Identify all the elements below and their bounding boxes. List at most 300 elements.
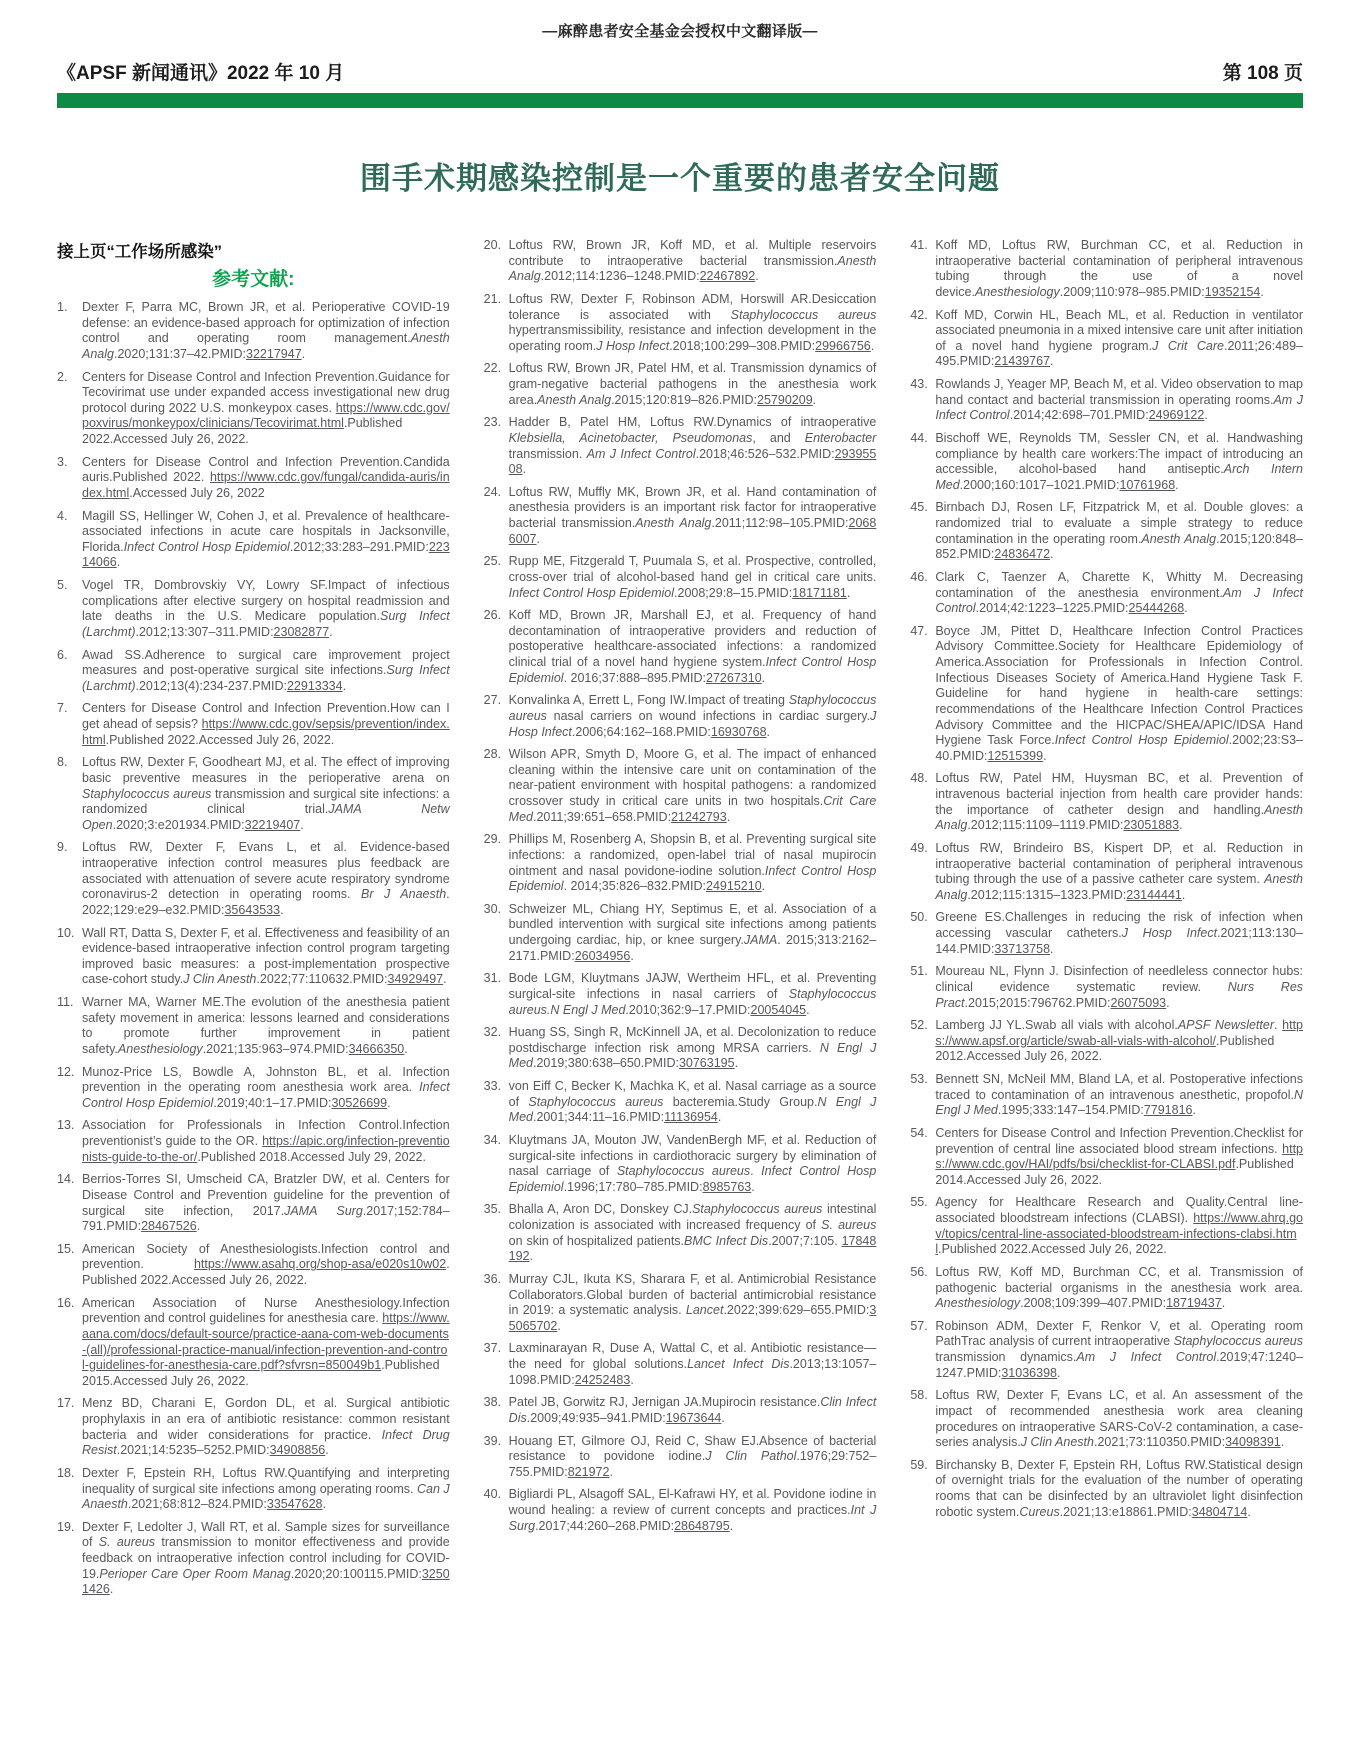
reference-number: 35. — [483, 1202, 502, 1217]
reference-item — [910, 1458, 1303, 1521]
reference-link[interactable]: https://www.cdc.gov/sepsis/prevention/index.html — [82, 717, 450, 747]
journal-name: Infect Control Hosp Epidemiol — [508, 1164, 877, 1194]
reference-text: Magill SS, Hellinger W, Cohen J, et al. Prevalence of healthcare-associated infections in acute care hospitals in Jacksonville, Florida.Infect Control Hosp Epidemiol.2012;33:283–291.PMID:22314066. — [82, 508, 450, 570]
reference-number: 19. — [57, 1519, 75, 1534]
reference-item — [57, 1296, 450, 1390]
journal-name: Anesthesiology — [974, 284, 1060, 299]
journal-name: Am J Infect Control — [586, 446, 696, 461]
reference-link[interactable]: https://www.apsf.org/article/swab-all-vials-with-alcohol/ — [935, 1018, 1303, 1048]
reference-text: Laxminarayan R, Duse A, Wattal C, et al. Antibiotic resistance—the need for global solutions.Lancet Infect Dis.2013;13:1057–1098.PMID:24252483. — [508, 1341, 877, 1387]
reference-item — [910, 771, 1303, 834]
reference-text: Vogel TR, Dombrovskiy VY, Lowry SF.Impact of infectious complications after elective surgery on hospital readmission and late deaths in the U.S. Medicare population.Surg Infect (Larchmt).2012;13:307–311.PMID:23082877. — [82, 578, 450, 639]
reference-link[interactable]: 10761968 — [1119, 477, 1176, 492]
reference-number: 2. — [57, 369, 68, 384]
reference-link[interactable]: 11136954 — [664, 1110, 718, 1125]
reference-text: Association for Professionals in Infection Control.Infection preventionist’s guide to the OR. https://apic.org/infection-preventionists-guide-to-the-or/.Published 2018.Accessed July 29, 2022. — [82, 1118, 450, 1164]
reference-text: Bhalla A, Aron DC, Donskey CJ.Staphylococcus aureus intestinal colonization is associated with increased frequency of S. aureus on skin of hospitalized patients.BMC Infect Dis.2007;7:105. 17848192. — [508, 1202, 877, 1264]
reference-text: Moureau NL, Flynn J. Disinfection of needleless connector hubs: clinical evidence systematic review. Nurs Res Pract.2015;2015:796762.PMID:26075093. — [935, 964, 1304, 1010]
divider-bar — [57, 93, 1303, 108]
reference-link[interactable]: 26075093 — [1110, 995, 1167, 1010]
reference-link[interactable]: 28648795 — [674, 1518, 730, 1533]
reference-number: 34. — [483, 1132, 502, 1147]
reference-number: 44. — [910, 430, 928, 445]
reference-text: Centers for Disease Control and Infection Prevention.How can I get ahead of sepsis? https://www.cdc.gov/sepsis/prevention/index.html.Published 2022.Accessed July 26, 2022. — [82, 701, 450, 747]
reference-number: 42. — [910, 307, 928, 322]
journal-name: Anesth Analg — [82, 331, 450, 361]
journal-name: Staphylococcus aureus — [692, 1202, 823, 1217]
reference-item — [484, 238, 877, 285]
reference-number: 8. — [57, 755, 68, 770]
reference-text: Phillips M, Rosenberg A, Shopsin B, et al. Preventing surgical site infections: a randomized, open-label trial of nasal mupirocin ointment and nasal povidone-iodine solution.Infect Control Hosp Epidemiol. 2014;35:826–832.PMID:24915210. — [508, 832, 877, 894]
reference-item — [57, 926, 450, 989]
journal-name: Anesth Analg — [935, 802, 1304, 833]
reference-number: 23. — [483, 415, 502, 430]
reference-item — [484, 1272, 877, 1335]
continued-from-note: 接上页“工作场所感染” — [57, 243, 222, 261]
reference-number: 30. — [483, 901, 502, 916]
reference-text: Kluytmans JA, Mouton JW, VandenBergh MF, et al. Reduction of surgical-site infections in cardiothoracic surgery by elimination of nasal carriage of Staphylococcus aureus. Infect Control Hosp Epidemiol.1996;17:780–785.PMID:8985763. — [508, 1132, 877, 1194]
reference-item — [57, 1118, 450, 1165]
reference-text: Loftus RW, Dexter F, Evans LC, et al. An assessment of the impact of recommended anesthesia work area cleaning procedures on intraoperative SARS-CoV-2 contamination, a case-series analysis.J Clin Anesth.2021;73:110350.PMID:34098391. — [935, 1388, 1304, 1450]
reference-text: Munoz-Price LS, Bowdle A, Johnston BL, et al. Infection prevention in the operating room anesthesia work area. Infect Control Hosp Epidemiol.2019;40:1–17.PMID:30526699. — [82, 1064, 450, 1110]
reference-number: 38. — [483, 1395, 502, 1410]
newsletter-issue: 《APSF 新闻通讯》2022 年 10 月 — [57, 63, 345, 84]
reference-number: 26. — [483, 608, 502, 623]
reference-link[interactable]: 27267310 — [706, 670, 762, 685]
journal-name: Staphylococcus aureus — [730, 307, 877, 322]
reference-item — [484, 361, 877, 408]
reference-link[interactable]: 33547628 — [266, 1497, 323, 1512]
reference-link[interactable]: https://www.ahrq.gov/topics/central-line-associated-bloodstream-infections-clabsi.html — [935, 1211, 1304, 1257]
reference-item — [484, 971, 877, 1018]
reference-text: Loftus RW, Dexter F, Robinson ADM, Horswill AR.Desiccation tolerance is associated with Staphylococcus aureus hypertransmissibility, resistance and infection development in the operating room.J Hosp Infect.2018;100:299–308.PMID:29966756. — [508, 291, 877, 353]
journal-name: N Engl J Med — [508, 1040, 877, 1071]
journal-name: Anesth Analg — [1141, 531, 1217, 546]
journal-name: Perioper Care Oper Room Manag — [99, 1566, 291, 1581]
journal-name: Anesthesiology — [935, 1296, 1021, 1311]
journal-name: Klebsiella, Acinetobacter, Pseudomonas — [508, 430, 753, 445]
reference-number: 58. — [910, 1388, 928, 1403]
journal-name: Infect Control Hosp Epidemiol — [1054, 733, 1229, 748]
reference-link[interactable]: 30526699 — [331, 1095, 388, 1110]
journal-name: Clin Infect Dis — [508, 1395, 877, 1425]
reference-number: 40. — [483, 1487, 502, 1502]
journal-name: Am J Infect Control — [1076, 1350, 1217, 1364]
reference-item — [910, 624, 1303, 765]
journal-name: S. aureus — [98, 1535, 156, 1550]
journal-name: Cureus — [1019, 1504, 1060, 1519]
reference-number: 3. — [57, 454, 68, 469]
reference-text: Awad SS.Adherence to surgical care improvement project measures and post-operative surgical site infections.Surg Infect (Larchmt).2012;13(4):234-237.PMID:22913334. — [82, 647, 450, 693]
reference-link[interactable]: https://www.cdc.gov/fungal/candida-auris/index.html — [82, 470, 450, 500]
reference-text: Loftus RW, Brown JR, Patel HM, et al. Transmission dynamics of gram-negative bacterial pathogens in the anesthesia work area.Anesth Analg.2015;120:819–826.PMID:25790209. — [508, 361, 877, 407]
reference-link[interactable]: 34908856 — [269, 1443, 326, 1458]
journal-name: JAMA Surg — [284, 1203, 363, 1218]
reference-text: Robinson ADM, Dexter F, Renkor V, et al. Operating room PathTrac analysis of current intraoperative Staphylococcus aureus transmission dynamics.Am J Infect Control.2019;47:1240–1247.PMID:31036398. — [935, 1318, 1304, 1380]
reference-item — [57, 840, 450, 918]
reference-link[interactable]: 8985763 — [702, 1179, 752, 1194]
reference-link[interactable]: 24252483 — [574, 1372, 631, 1387]
journal-name: S. aureus — [821, 1218, 877, 1232]
reference-link[interactable]: 31036398 — [1001, 1365, 1057, 1380]
reference-link[interactable]: 29395508 — [508, 446, 877, 477]
reference-text: Patel JB, Gorwitz RJ, Jernigan JA.Mupirocin resistance.Clin Infect Dis.2009;49:935–941.PMID:19673644. — [508, 1395, 877, 1425]
reference-link[interactable]: 32501426 — [82, 1566, 450, 1597]
reference-text: Warner MA, Warner ME.The evolution of the anesthesia patient safety movement in america: lessons learned and considerations to promote further improvement in patient safety.Anesthesiology.2021;135:963–974.PMID:34666350. — [82, 995, 450, 1056]
journal-name: Arch Intern Med — [935, 462, 1304, 492]
reference-item — [484, 1202, 877, 1265]
journal-name: Infect Drug Resist — [82, 1427, 450, 1458]
reference-link[interactable]: 23082877 — [273, 624, 330, 639]
reference-number: 22. — [483, 361, 502, 376]
reference-item — [910, 841, 1303, 904]
journal-name: Enterobacter — [804, 430, 877, 445]
reference-number: 45. — [910, 500, 928, 515]
reference-link[interactable]: 22913334 — [286, 678, 343, 693]
journal-name: Anesth Analg — [508, 253, 877, 284]
reference-item — [57, 1466, 450, 1513]
reference-text: von Eiff C, Becker K, Machka K, et al. Nasal carriage as a source of Staphylococcus aureus bacteremia.Study Group.N Engl J Med.2001;344:11–16.PMID:11136954. — [508, 1079, 877, 1125]
reference-number: 49. — [910, 840, 928, 855]
page-number: 第 108 页 — [1222, 63, 1303, 84]
reference-text: Houang ET, Gilmore OJ, Reid C, Shaw EJ.Absence of bacterial resistance to povidone iodine.J Clin Pathol.1976;29:752–755.PMID:821972. — [508, 1433, 877, 1479]
reference-text: Agency for Healthcare Research and Quality.Central line-associated bloodstream infections (CLABSI). https://www.ahrq.gov/topics/central-line-associated-bloodstream-infections-clabsi.html.Published 2022.Accessed July 26, 2022. — [935, 1195, 1304, 1257]
reference-item — [57, 578, 450, 641]
reference-text: Hadder B, Patel HM, Loftus RW.Dynamics of intraoperative Klebsiella, Acinetobacter, Pseudomonas, and Enterobacter transmission. Am J Infect Control.2018;46:526–532.PMID:29395508. — [508, 415, 877, 477]
reference-number: 57. — [910, 1318, 928, 1333]
reference-number: 5. — [57, 578, 68, 592]
reference-number: 53. — [910, 1072, 928, 1086]
reference-item — [57, 509, 450, 572]
reference-text: Dexter F, Ledolter J, Wall RT, et al. Sample sizes for surveillance of S. aureus transmission to monitor effectiveness and provide feedback on intraoperative infection control including for COVID-19.Perioper Care Oper Room Manag.2020;20:100115.PMID:32501426. — [82, 1519, 450, 1597]
reference-link[interactable]: 25790209 — [757, 392, 813, 407]
reference-link[interactable]: 7791816 — [1143, 1103, 1193, 1118]
reference-list-2 — [484, 238, 877, 1534]
reference-text: Loftus RW, Patel HM, Huysman BC, et al. Prevention of intravenous bacterial injection from health care provider hands: the importance of catheter design and handling.Anesth Analg.2012;115:1109–1119.PMID:23051883. — [935, 771, 1304, 833]
reference-text: Bigliardi PL, Alsagoff SAL, El-Kafrawi HY, et al. Povidone iodine in wound healing: a review of current concepts and practices.Int J Surg.2017;44:260–268.PMID:28648795. — [508, 1487, 877, 1533]
reference-link[interactable]: 32217947 — [246, 346, 302, 361]
journal-name: Nurs Res Pract — [935, 979, 1304, 1010]
reference-text: Loftus RW, Koff MD, Burchman CC, et al. Transmission of pathogenic bacterial organisms in the anesthesia work area. Anesthesiology.2008;109:399–407.PMID:18719437. — [935, 1264, 1304, 1311]
reference-number: 46. — [910, 569, 928, 584]
reference-item — [910, 1195, 1303, 1258]
reference-item — [484, 1025, 877, 1072]
journal-name: Staphylococcus aureus — [82, 786, 212, 801]
reference-link[interactable]: 29966756 — [815, 338, 871, 353]
reference-item — [910, 500, 1303, 563]
reference-link[interactable]: 24969122 — [1148, 408, 1205, 423]
journal-name: Infect Control Hosp Epidemiol — [82, 1080, 450, 1110]
reference-item — [484, 1341, 877, 1388]
reference-item — [57, 1065, 450, 1112]
reference-text: Berrios-Torres SI, Umscheid CA, Bratzler DW, et al. Centers for Disease Control and Prevention guideline for the prevention of surgical site infection, 2017.JAMA Surg.2017;152:784–791.PMID:28467526. — [82, 1172, 450, 1234]
reference-link[interactable]: 18719437 — [1166, 1296, 1222, 1311]
reference-text: Konvalinka A, Errett L, Fong IW.Impact of treating Staphylococcus aureus nasal carriers on wound infections in cardiac surgery.J Hosp Infect.2006;64:162–168.PMID:16930768. — [508, 693, 877, 739]
reference-item — [910, 1126, 1303, 1189]
reference-link[interactable]: 24836472 — [994, 547, 1051, 562]
reference-item — [57, 755, 450, 833]
reference-item — [910, 910, 1303, 957]
journal-name: J Hosp Infect — [1121, 926, 1218, 940]
column-3 — [910, 238, 1303, 1527]
reference-link[interactable]: 20054045 — [750, 1002, 807, 1017]
reference-number: 50. — [910, 910, 928, 925]
reference-link[interactable]: https://www.asahq.org/shop-asa/e020s10w02 — [193, 1257, 447, 1272]
journal-name: J Hosp Infect — [596, 338, 670, 353]
reference-item — [910, 1018, 1303, 1065]
reference-link[interactable]: 26034956 — [574, 948, 631, 963]
journal-name: Staphylococcus aureus — [1173, 1334, 1304, 1349]
journal-name: Infect Control Hosp Epidemiol — [123, 539, 290, 554]
reference-item — [484, 1079, 877, 1126]
reference-item — [57, 648, 450, 695]
journal-name: J Clin Anesth — [1020, 1435, 1094, 1450]
reference-item — [57, 1172, 450, 1235]
reference-link[interactable]: 12515399 — [987, 748, 1044, 763]
reference-item — [484, 1434, 877, 1481]
reference-text: Huang SS, Singh R, McKinnell JA, et al. Decolonization to reduce postdischarge infection risk among MRSA carriers. N Engl J Med.2019;380:638–650.PMID:30763195. — [508, 1025, 877, 1071]
reference-link[interactable]: 22314066 — [82, 539, 450, 570]
journal-name: Surg Infect (Larchmt) — [82, 663, 450, 693]
reference-item — [57, 370, 450, 448]
reference-text: Bennett SN, McNeil MM, Bland LA, et al. Postoperative infections traced to contamination of an intravenous anesthetic, propofol.N Engl J Med.1995;333:147–154.PMID:7791816. — [935, 1072, 1304, 1118]
reference-link[interactable]: 33713758 — [994, 941, 1051, 956]
reference-link[interactable]: 19673644 — [665, 1410, 722, 1425]
reference-item — [57, 701, 450, 748]
journal-name: Anesth Analg — [935, 872, 1304, 902]
reference-number: 4. — [57, 508, 68, 523]
reference-number: 18. — [57, 1465, 75, 1480]
journal-name: Infect Control Hosp Epidemiol — [508, 655, 877, 685]
reference-item — [910, 1265, 1303, 1312]
reference-number: 29. — [483, 832, 502, 847]
reference-number: 52. — [910, 1018, 928, 1033]
journal-name: Can J Anaesth — [82, 1481, 450, 1512]
reference-item — [484, 415, 877, 478]
reference-text: Murray CJL, Ikuta KS, Sharara F, et al. Antimicrobial Resistance Collaborators.Global burden of bacterial antimicrobial resistance in 2019: a systematic analysis. Lancet.2022;399:629–655.PMID:35065702. — [508, 1271, 877, 1333]
journal-name: J Hosp Infect — [508, 708, 877, 739]
reference-link[interactable]: https://apic.org/infection-preventionists-guide-to-the-or/ — [82, 1134, 450, 1164]
journal-name: Am J Infect Control — [935, 585, 1304, 616]
reference-number: 14. — [57, 1172, 75, 1187]
reference-number: 13. — [57, 1118, 75, 1133]
reference-number: 32. — [483, 1025, 502, 1040]
reference-item — [484, 1395, 877, 1426]
reference-item — [484, 902, 877, 965]
reference-item — [910, 431, 1303, 494]
reference-number: 51. — [910, 964, 928, 979]
reference-number: 39. — [483, 1433, 502, 1448]
reference-link[interactable]: 20686007 — [508, 516, 877, 546]
reference-number: 11. — [57, 995, 74, 1009]
reference-link[interactable]: 34929497 — [387, 972, 444, 987]
reference-link[interactable]: 21242793 — [671, 809, 727, 824]
reference-item — [57, 995, 450, 1058]
reference-number: 28. — [483, 747, 502, 762]
reference-item — [484, 554, 877, 601]
reference-text: Dexter F, Epstein RH, Loftus RW.Quantifying and interpreting inequality of surgical site infections among operating rooms. Can J Anaesth.2021;68:812–824.PMID:33547628. — [82, 1465, 450, 1512]
reference-text: Loftus RW, Brindeiro BS, Kispert DP, et al. Reduction in intraoperative bacterial contamination of peripheral intravenous tubing through the use of a passive catheter care system. Anesth Analg.2012;115:1315–1323.PMID:23144441. — [935, 840, 1304, 902]
reference-text: Boyce JM, Pittet D, Healthcare Infection Control Practices Advisory Committee.Society for Healthcare Epidemiology of America.Association for Professionals in Infection Control. Infectious Diseases Society of America.Hand Hygiene Task F. Guideline for hand hygiene in health-care settings: recommendations of the Healthcare Infection Control Practices Advisory Committee and the HICPAC/SHEA/APIC/IDSA Hand Hygiene Task Force.Infect Control Hosp Epidemiol.2002;23:S3–40.PMID:12515399. — [935, 623, 1304, 763]
reference-item — [910, 1072, 1303, 1119]
reference-link[interactable]: 35065702 — [508, 1303, 877, 1333]
reference-text: Koff MD, Loftus RW, Burchman CC, et al. Reduction in intraoperative bacterial contamination of peripheral intravenous tubing through the use of a novel device.Anesthesiology.2009;110:978–985.PMID:19352154. — [935, 238, 1304, 299]
journal-name: Infect Control Hosp Epidemiol — [508, 863, 877, 894]
reference-item — [57, 300, 450, 363]
reference-text: Greene ES.Challenges in reducing the risk of infection when accessing vascular catheters.J Hosp Infect.2021;113:130–144.PMID:33713758. — [935, 910, 1304, 956]
reference-link[interactable]: 21439767 — [994, 354, 1051, 369]
reference-number: 55. — [910, 1195, 928, 1210]
reference-text: Koff MD, Corwin HL, Beach ML, et al. Reduction in ventilator associated pneumonia in a mixed intensive care unit after initiation of a novel hand hygiene program.J Crit Care.2011;26:489–495.PMID:21439767. — [935, 307, 1304, 369]
reference-number: 33. — [483, 1079, 502, 1093]
reference-text: Lamberg JJ YL.Swab all vials with alcohol.APSF Newsletter. https://www.apsf.org/article/swab-all-vials-with-alcohol/.Published 2012.Accessed July 26, 2022. — [935, 1018, 1303, 1064]
reference-list-3 — [910, 238, 1303, 1520]
reference-text: Birchansky B, Dexter F, Epstein RH, Loftus RW.Statistical design of overnight trials for the evaluation of the number of operating rooms that can be disinfected by an ultraviolet light disinfection robotic system.Cureus.2021;13:e18861.PMID:34804714. — [935, 1457, 1304, 1519]
reference-link[interactable]: 19352154 — [1204, 284, 1261, 299]
journal-name: JAMA Netw Open — [82, 802, 450, 832]
reference-number: 9. — [57, 840, 68, 855]
column-2 — [484, 238, 877, 1541]
reference-link[interactable]: 34098391 — [1225, 1435, 1281, 1450]
reference-number: 24. — [483, 484, 502, 499]
reference-number: 15. — [57, 1241, 75, 1256]
reference-link[interactable]: 34666350 — [348, 1041, 405, 1056]
reference-text: Wilson APR, Smyth D, Moore G, et al. The impact of enhanced cleaning within the intensive care unit on contamination of the near-patient environment with hospital pathogens: a randomized crossover study in critical care units in two hospitals.Crit Care Med.2011;39:651–658.PMID:21242793. — [508, 747, 877, 824]
references-heading: 参考文献: — [212, 269, 295, 290]
reference-link[interactable]: 16930768 — [710, 724, 767, 739]
reference-text: American Association of Nurse Anesthesiology.Infection prevention and control guidelines for anesthesia care. https://www.aana.com/docs/default-source/practice-aana-com-web-documents-(all)/professional-practice-manual/infection-prevention-and-control-guidelines-for-anesthesia-care.pdf?sfvrsn=850049b1.Published 2015.Accessed July 26, 2022. — [82, 1295, 450, 1388]
reference-number: 25. — [483, 554, 502, 569]
reference-link[interactable]: https://www.cdc.gov/poxvirus/monkeypox/clinicians/Tecovirimat.html — [82, 400, 450, 431]
reference-text: Loftus RW, Dexter F, Evans L, et al. Evidence-based intraoperative infection control measures plus feedback are associated with attenuation of severe acute respiratory syndrome coronavirus-2 detection in operating rooms. Br J Anaesth. 2022;129:e29–e32.PMID:35643533. — [82, 840, 450, 917]
reference-item — [484, 747, 877, 825]
reference-number: 31. — [483, 971, 502, 986]
reference-link[interactable]: 24915210 — [706, 879, 762, 894]
reference-item — [910, 377, 1303, 424]
reference-item — [484, 485, 877, 548]
reference-link[interactable]: 23051883 — [1123, 818, 1180, 833]
reference-text: Bischoff WE, Reynolds TM, Sessler CN, et al. Handwashing compliance by health care workers:The impact of introducing an accessible, alcohol-based hand antiseptic.Arch Intern Med.2000;160:1017–1021.PMID:10761968. — [935, 430, 1304, 492]
reference-link[interactable]: 32219407 — [244, 817, 301, 832]
reference-text: Dexter F, Parra MC, Brown JR, et al. Perioperative COVID-19 defense: an evidence-based approach for optimization of infection control and operating room management.Anesth Analg.2020;131:37–42.PMID:32217947. — [82, 300, 450, 361]
reference-link[interactable]: https://www.cdc.gov/HAI/pdfs/bsi/checklist-for-CLABSI.pdf — [935, 1141, 1304, 1172]
reference-number: 48. — [910, 771, 928, 786]
reference-item — [910, 1319, 1303, 1382]
reference-item — [57, 1242, 450, 1289]
reference-number: 1. — [57, 300, 68, 314]
reference-item — [910, 570, 1303, 617]
reference-link[interactable]: 28467526 — [141, 1219, 197, 1234]
reference-number: 21. — [483, 291, 502, 306]
reference-link[interactable]: 35643533 — [224, 902, 281, 917]
reference-link[interactable]: 23144441 — [1126, 887, 1182, 902]
journal-name: Staphylococcus aureus.N Engl J Med — [508, 986, 877, 1017]
reference-number: 59. — [910, 1457, 928, 1472]
journal-name: N Engl J Med — [935, 1087, 1304, 1118]
reference-item — [484, 832, 877, 895]
reference-number: 56. — [910, 1264, 928, 1279]
reference-number: 17. — [57, 1396, 75, 1411]
reference-text: Loftus RW, Brown JR, Koff MD, et al. Multiple reservoirs contribute to intraoperative bacterial transmission.Anesth Analg.2012;114:1236–1248.PMID:22467892. — [508, 238, 877, 284]
reference-number: 6. — [57, 647, 68, 662]
journal-name: J Clin Anesth — [183, 972, 257, 987]
reference-item — [484, 292, 877, 355]
reference-text: Wall RT, Datta S, Dexter F, et al. Effectiveness and feasibility of an evidence-based intraoperative infection control program targeting improved basic measures: a post-implementation prospective case-cohort study.J Clin Anesth.2022;77:110632.PMID:34929497. — [82, 925, 450, 987]
reference-text: Schweizer ML, Chiang HY, Septimus E, et al. Association of a bundled intervention with surgical site infections among patients undergoing cardiac, hip, or knee surgery.JAMA. 2015;313:2162–2171.PMID:26034956. — [508, 901, 877, 963]
translation-banner: —麻醉患者安全基金会授权中文翻译版— — [542, 23, 818, 40]
reference-number: 43. — [910, 377, 928, 391]
reference-number: 12. — [57, 1064, 75, 1079]
reference-text: Menz BD, Charani E, Gordon DL, et al. Surgical antibiotic prophylaxis in an era of antibiotic resistance: common resistant bacteria and wider considerations for practice. Infect Drug Resist.2021;14:5235–5252.PMID:34908856. — [82, 1396, 450, 1458]
journal-name: Staphylococcus aureus — [528, 1094, 664, 1109]
reference-link[interactable]: 17848192 — [508, 1233, 877, 1264]
reference-number: 10. — [57, 925, 75, 940]
masthead — [57, 58, 1303, 85]
reference-number: 20. — [483, 238, 502, 252]
reference-link[interactable]: 34804714 — [1191, 1504, 1248, 1519]
reference-item — [910, 1388, 1303, 1451]
reference-text: Bode LGM, Kluytmans JAJW, Wertheim HFL, et al. Preventing surgical-site infections in nasal carriers of Staphylococcus aureus.N Engl J Med.2010;362:9–17.PMID:20054045. — [508, 971, 877, 1017]
journal-name: BMC Infect Dis — [684, 1233, 769, 1248]
journal-name: Br J Anaesth — [361, 887, 447, 902]
reference-item — [910, 964, 1303, 1011]
reference-item — [57, 1520, 450, 1598]
reference-item — [484, 1487, 877, 1534]
reference-text: Rowlands J, Yeager MP, Beach M, et al. Video observation to map hand contact and bacterial transmission in operating rooms.Am J Infect Control.2014;42:698–701.PMID:24969122. — [935, 377, 1304, 423]
journal-name: N Engl J Med — [508, 1094, 877, 1125]
journal-name: Infect Control Hosp Epidemiol — [508, 585, 675, 600]
journal-name: Anesth Analg — [537, 392, 612, 407]
reference-number: 54. — [910, 1125, 928, 1140]
journal-name: Lancet — [685, 1303, 724, 1318]
reference-number: 41. — [910, 238, 928, 252]
reference-link[interactable]: https://www.aana.com/docs/default-source/practice-aana-com-web-documents-(all)/professional-practice-manual/infection-prevention-and-control-guidelines-for-anesthesia-care.pdf?sfvrsn=850049b1 — [82, 1311, 450, 1373]
reference-item — [484, 1133, 877, 1196]
reference-text: American Society of Anesthesiologists.Infection control and prevention. https://www.asahq.org/shop-asa/e020s10w02. Published 2022.Accessed July 26, 2022. — [82, 1241, 450, 1287]
reference-link[interactable]: 25444268 — [1128, 601, 1185, 616]
journal-name: Crit Care Med — [508, 794, 877, 824]
reference-number: 7. — [57, 701, 68, 716]
references-columns — [57, 238, 1303, 1605]
reference-text: Clark C, Taenzer A, Charette K, Whitty M. Decreasing contamination of the anesthesia environment.Am J Infect Control.2014;42:1223–1225.PMID:25444268. — [935, 569, 1304, 616]
reference-number: 47. — [910, 623, 928, 638]
journal-name: JAMA — [743, 933, 778, 947]
journal-name: Am J Infect Control — [935, 392, 1303, 423]
reference-number: 16. — [57, 1295, 75, 1310]
journal-name: J Clin Pathol — [705, 1449, 797, 1464]
journal-name: APSF Newsletter — [1177, 1018, 1274, 1033]
reference-text: Koff MD, Brown JR, Marshall EJ, et al. Frequency of hand decontamination of intraoperative providers and reduction of postoperative healthcare-associated infections: a randomized clinical trial of a novel hand hygiene system.Infect Control Hosp Epidemiol. 2016;37:888–895.PMID:27267310. — [508, 608, 877, 685]
article-title: 围手术期感染控制是一个重要的患者安全问题 — [360, 161, 1000, 196]
reference-link[interactable]: 22467892 — [699, 269, 756, 284]
reference-number: 36. — [483, 1271, 502, 1286]
reference-text: Rupp ME, Fitzgerald T, Puumala S, et al. Prospective, controlled, cross-over trial of alcohol-based hand gel in critical care units. Infect Control Hosp Epidemiol.2008;29:8–15.PMID:18171181. — [508, 554, 877, 600]
reference-text: Centers for Disease Control and Infection Prevention.Candida auris.Published 2022. https://www.cdc.gov/fungal/candida-auris/index.html.Accessed July 26, 2022 — [82, 454, 450, 500]
reference-item — [910, 238, 1303, 301]
reference-link[interactable]: 821972 — [567, 1464, 610, 1479]
reference-text: Loftus RW, Dexter F, Goodheart MJ, et al. The effect of improving basic preventive measures in the perioperative arena on Staphylococcus aureus transmission and surgical site infections: a randomized clinical trial.JAMA Netw Open.2020;3:e201934.PMID:32219407. — [82, 755, 450, 832]
journal-name: Surg Infect (Larchmt) — [82, 609, 450, 639]
reference-item — [57, 455, 450, 502]
reference-link[interactable]: 30763195 — [678, 1056, 735, 1071]
reference-number: 27. — [483, 693, 502, 708]
reference-item — [57, 1396, 450, 1459]
reference-item — [910, 308, 1303, 371]
journal-name: Staphylococcus aureus — [616, 1164, 751, 1179]
reference-link[interactable]: 18171181 — [792, 585, 847, 600]
reference-item — [484, 693, 877, 740]
column-1 — [57, 238, 450, 1605]
